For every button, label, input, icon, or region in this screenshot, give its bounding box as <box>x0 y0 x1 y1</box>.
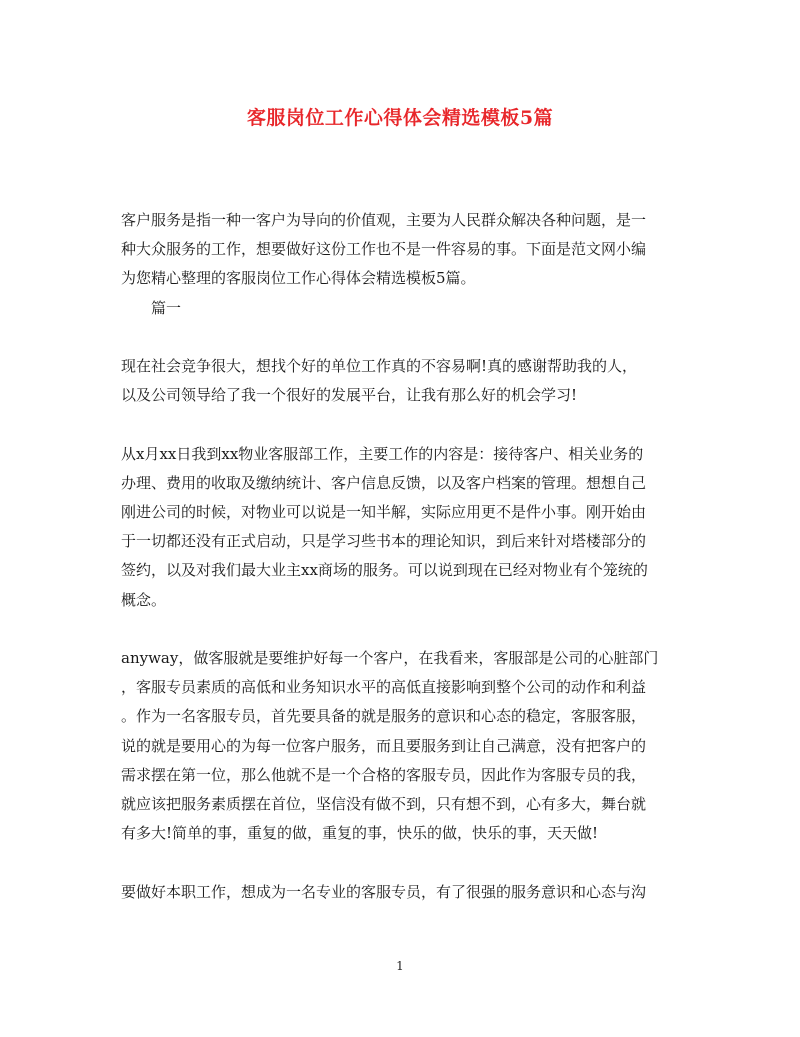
document-body <box>121 206 683 907</box>
body-paragraph-4: 要做好本职工作，想成为一名专业的客服专员，有了很强的服务意识和心态与沟 <box>121 882 647 901</box>
body-paragraph-3: anyway，做客服就是要维护好每一个客户，在我看来，客服部是公司的心脏部门 ，客服专员素质的高低和业务知识水平的高低直接影响到整个公司的动作和利益 。作为一名客服专员，首先要具备的就是服务的意识和心态的稳定，客服客服， 说的就是要用心的为每一位客户服务，而且要服务到让自己满意，没有把客户的 需求摆在第一位，那么他就不是一个合格的客服专员，因此作为客服专员的我， 就应该把服务素质摆在首位，坚信没有做不到，只有想不到，心有多大，舞台就 有多大!简单的事，重复的做，重复的事，快乐的做，快乐的事，天天做! <box>121 649 659 843</box>
body-paragraph-1: 现在社会竞争很大，想找个好的单位工作真的不容易啊!真的感谢帮助我的人， 以及公司领导给了我一个很好的发展平台，让我有那么好的机会学习! <box>121 357 638 405</box>
document-title: 客服岗位工作心得体会精选模板5篇 <box>246 107 554 129</box>
section-heading: 篇一 <box>151 298 182 317</box>
body-paragraph-2: 从x月xx日我到xx物业客服部工作，主要工作的内容是：接待客户、相关业务的 办理、费用的收取及缴纳统计、客户信息反馈，以及客户档案的管理。想想自己 刚进公司的时候，对物业可以说是一知半解，实际应用更不是件小事。刚开始由 于一切都还没有正式启动，只是学习些书本的理论知识，到后来针对塔楼部分的 签约，以及对我们最大业主xx商场的服务。可以说到现在已经对物业有个笼统的 概念。 <box>121 444 648 609</box>
page-number: 1 <box>396 959 404 973</box>
intro-paragraph: 客户服务是指一种一客户为导向的价值观，主要为人民群众解决各种问题，是一 种大众服务的工作，想要做好这份工作也不是一件容易的事。下面是范文网小编 为您精心整理的客服岗位工作心得体会精选模板5篇。 <box>121 211 647 288</box>
